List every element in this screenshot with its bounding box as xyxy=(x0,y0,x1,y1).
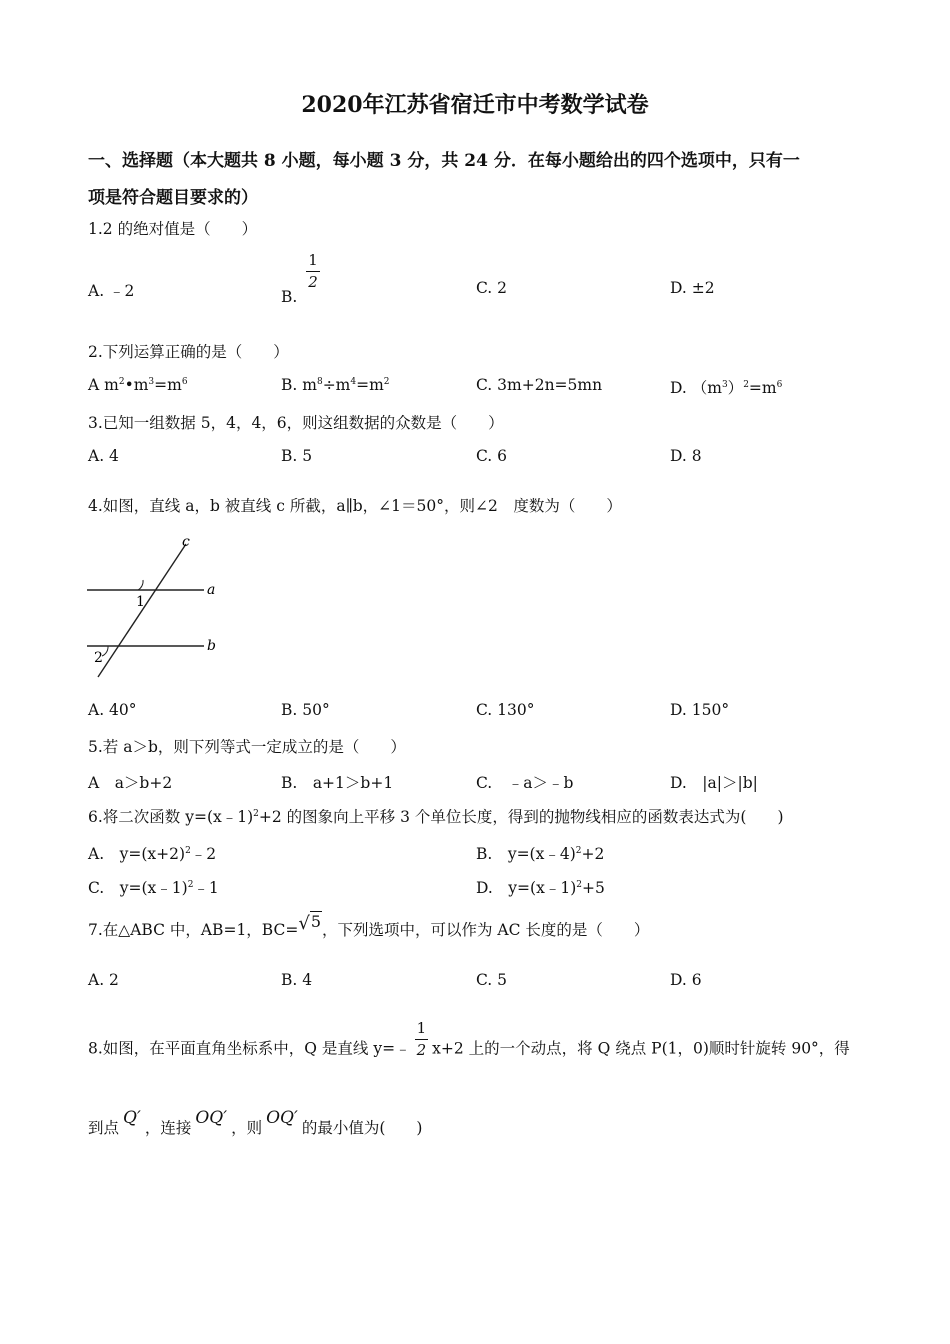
q3-option-c: C. 6 xyxy=(476,447,508,465)
q8-fraction-numerator: 1 xyxy=(416,1019,427,1037)
q6-option-c: C. y=(x﹣1)$^2$﹣1 xyxy=(88,879,219,897)
page-title: 2020年江苏省宿迁市中考数学试卷 xyxy=(301,92,649,118)
line-c xyxy=(98,544,186,677)
q7-option-b: B. 4 xyxy=(281,971,313,989)
q5-option-c: C. ﹣a＞﹣b xyxy=(476,774,574,792)
q2-option-a: A $m^2•m^3=m^6$ xyxy=(88,376,188,394)
q2-stem: 2.下列运算正确的是（ ） xyxy=(88,343,289,361)
q7-option-c: C. 5 xyxy=(476,971,508,989)
q8-fraction-denominator: 2 xyxy=(416,1041,427,1059)
q5-stem: 5.若 a＞b，则下列等式一定成立的是（ ） xyxy=(88,738,406,756)
q5-option-a: A a＞b+2 xyxy=(88,774,173,792)
q7-sqrt-radicand: 5 xyxy=(310,912,321,931)
q4-option-c: C. 130° xyxy=(476,701,535,719)
q5-option-d: D. |a|＞|b| xyxy=(670,774,758,792)
q1-option-b-label: B. xyxy=(281,287,298,306)
q8-qprime: Q′ xyxy=(123,1108,141,1128)
label-c: c xyxy=(182,534,190,550)
q5-option-b: B. a+1＞b+1 xyxy=(281,774,394,792)
q3-option-b: B. 5 xyxy=(281,447,313,465)
q6-stem: 6.将二次函数 y=(x﹣1)$^2$+2 的图象向上平移 3 个单位长度，得到的抛物线相应的函数表达式为( ) xyxy=(88,808,784,826)
q8-oqprime-1: OQ′ xyxy=(195,1108,228,1128)
q1-fraction-numerator: 1 xyxy=(308,251,318,269)
q1-option-a: A. ﹣2 xyxy=(88,282,135,300)
label-b: b xyxy=(207,638,216,654)
q8-oqprime-2: OQ′ xyxy=(266,1108,298,1128)
q8-fraction xyxy=(415,1021,429,1058)
q1-option-c: C. 2 xyxy=(476,279,508,297)
q3-stem: 3.已知一组数据 5，4，4，6，则这组数据的众数是（ ） xyxy=(88,414,504,432)
q6-option-b: B. y=(x﹣4)$^2$+2 xyxy=(476,845,605,863)
q1-option-b xyxy=(281,251,320,306)
q6-option-a: A. $y=(x+2)^2﹣2$ xyxy=(88,845,217,863)
q8-stem-line2: 到点 Q′ ，连接 OQ′ ，则 OQ′ 的最小值为( ) xyxy=(88,1108,423,1137)
q1-option-d: D. ±2 xyxy=(670,279,715,297)
q4-option-a: A. 40° xyxy=(88,701,137,719)
q7-option-d: D. 6 xyxy=(670,971,702,989)
q4-option-b: B. 50° xyxy=(281,701,330,719)
label-angle-1: 1 xyxy=(136,594,145,610)
q4-stem: 4.如图，直线 a，b 被直线 c 所截，a∥b，∠1＝50°，则∠2 度数为（ ） xyxy=(88,497,622,515)
q3-option-d: D. 8 xyxy=(670,447,702,465)
sqrt-symbol-icon: √ xyxy=(298,913,310,934)
label-a: a xyxy=(207,582,216,598)
section-heading-line1: 一、选择题（本大题共 8 小题，每小题 3 分，共 24 分．在每小题给出的四个选项中，只有一 xyxy=(88,151,800,171)
q4-option-d: D. 150° xyxy=(670,701,730,719)
q4-figure xyxy=(80,532,230,682)
label-angle-2: 2 xyxy=(94,650,103,666)
q8-stem-line1: 8.如图，在平面直角坐标系中，Q 是直线 y=﹣ $\frac{1}{2}$ x+2 上的一个动点，将 Q 绕点 P(1，0)顺时针旋转 90°，得 xyxy=(88,1019,850,1059)
q6-option-d: D. y=(x﹣1)$^2$+5 xyxy=(476,879,605,897)
q2-option-d: D. $(m^3)^2=m^6$ xyxy=(670,379,783,397)
q2-option-b: B. $m^8\div m^4=m^2$ xyxy=(281,376,390,394)
q7-stem: 7.在△ABC 中，AB=1，BC=√5，下列选项中，可以作为 AC 长度的是（ ） xyxy=(88,912,650,939)
q3-option-a: A. 4 xyxy=(88,447,119,465)
q2-option-c: C. 3m+2n=5mn xyxy=(476,376,603,394)
q7-option-a: A. 2 xyxy=(88,971,119,989)
q1-option-b-fraction xyxy=(306,253,320,290)
angle-1-arc xyxy=(138,580,143,590)
q1-stem: 1.2 的绝对值是（ ） xyxy=(88,220,258,238)
section-heading-line2: 项是符合题目要求的） xyxy=(88,188,258,208)
q1-fraction-denominator: 2 xyxy=(308,273,318,291)
